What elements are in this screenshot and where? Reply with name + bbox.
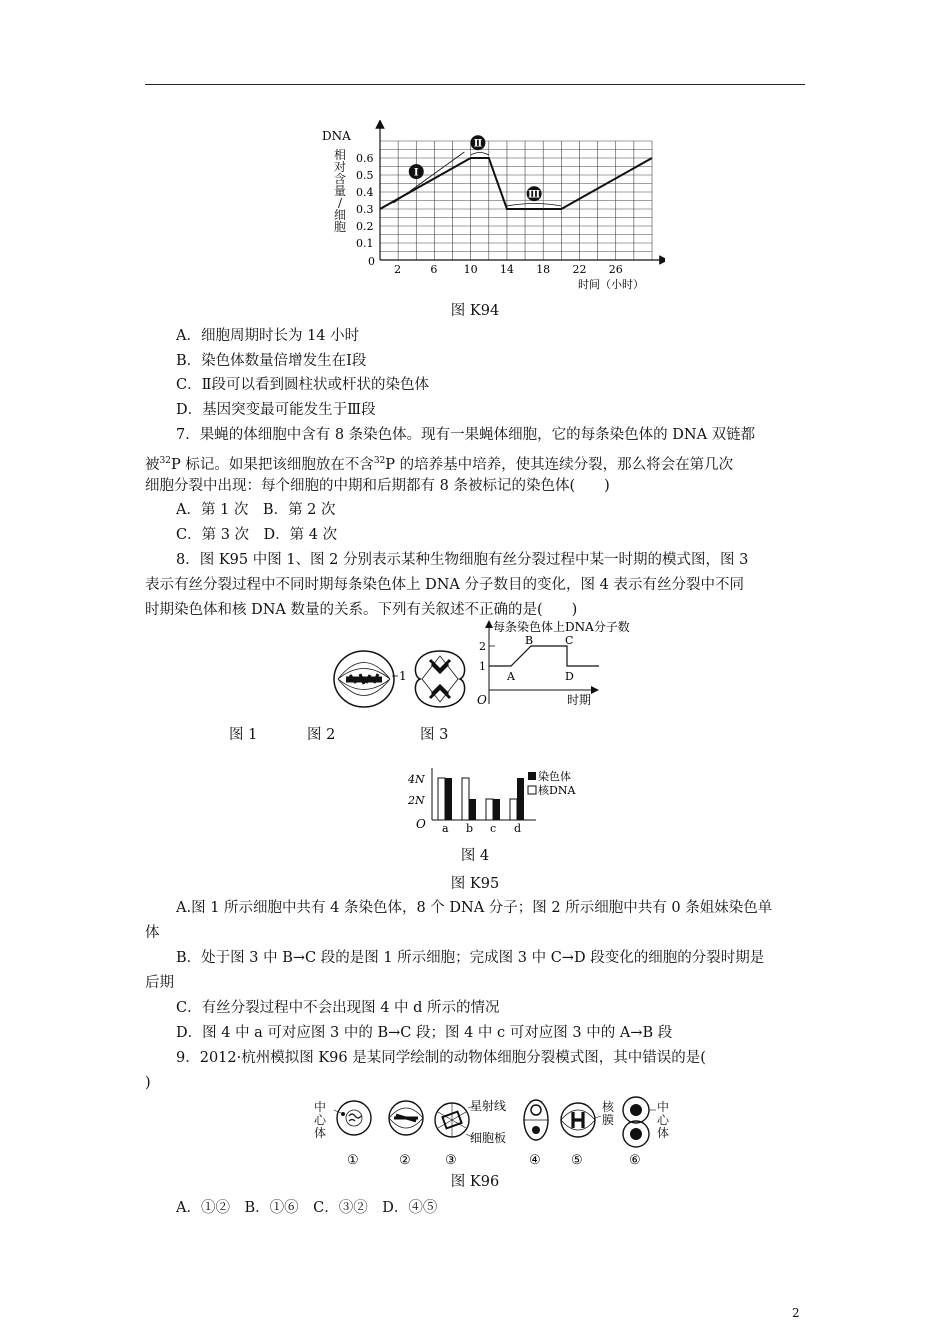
fig3-y-tick-1: 1 bbox=[479, 660, 486, 673]
y-label-char: 对 bbox=[333, 160, 346, 174]
figure-k96-cells bbox=[310, 1094, 670, 1170]
x-axis-label: 时间（小时） bbox=[578, 278, 644, 291]
q6-option-a: A．细胞周期时长为 14 小时 bbox=[176, 328, 360, 344]
bar-chromosome bbox=[445, 778, 452, 820]
fig1-label: 图 1 bbox=[229, 727, 258, 743]
q8-option-a-line1: A.图 1 所示细胞中共有 4 条染色体，8 个 DNA 分子；图 2 所示细胞中共有 0 条姐妹染色单 bbox=[176, 900, 773, 916]
bar-nuclear-dna bbox=[438, 778, 445, 820]
y-tick-label: 0.4 bbox=[356, 186, 374, 199]
fig2-label: 图 2 bbox=[307, 727, 336, 743]
q6-option-c: C．Ⅱ段可以看到圆柱状或杆状的染色体 bbox=[176, 377, 429, 393]
header-rule bbox=[145, 84, 805, 85]
nuclear-membrane-char: 膜 bbox=[601, 1113, 614, 1127]
q8-option-b-line1: B．处于图 3 中 B→C 段的是图 1 所示细胞；完成图 3 中 C→D 段变化的细胞的分裂时期是 bbox=[176, 950, 765, 966]
figure-k94-chart bbox=[320, 120, 665, 295]
y-label-char: / bbox=[337, 196, 343, 210]
segment-label: Ⅱ bbox=[473, 138, 483, 150]
bar-chromosome bbox=[517, 778, 524, 820]
cell-number-3: ③ bbox=[445, 1153, 457, 1168]
q8-stem-line2: 表示有丝分裂过程中不同时期每条染色体上 DNA 分子数目的变化，图 4 表示有丝分裂中不同 bbox=[145, 577, 744, 593]
y-label-char: 量 bbox=[333, 184, 346, 198]
figure1-cell-metaphase bbox=[328, 648, 408, 710]
nuclear-membrane-char: 核 bbox=[601, 1100, 614, 1114]
q7-text: 被 bbox=[145, 456, 160, 473]
bar-chromosome bbox=[469, 799, 476, 820]
x-tick-label: 18 bbox=[536, 263, 551, 276]
cell-number-2: ② bbox=[399, 1153, 411, 1168]
q7-stem-line3: 细胞分裂中出现：每个细胞的中期和后期都有 8 条被标记的染色体( ) bbox=[145, 478, 610, 494]
figure-k94-caption: 图 K94 bbox=[450, 303, 500, 319]
centriole-right-char: 体 bbox=[656, 1126, 669, 1140]
centriole-right-char: 心 bbox=[656, 1113, 669, 1127]
q7-text: P 的培养基中培养，使其连续分裂，那么将会在第几次 bbox=[385, 456, 734, 473]
figure4-bar-chart bbox=[406, 764, 616, 834]
fig3-point-b: B bbox=[525, 634, 534, 647]
y-label-char: 细 bbox=[333, 208, 346, 222]
segment-label: Ⅰ bbox=[413, 167, 419, 179]
q8-option-a-line2: 体 bbox=[145, 925, 160, 941]
fig3-title: 每条染色体上DNA分子数 bbox=[493, 620, 630, 634]
q7-stem-line2 bbox=[145, 451, 733, 475]
chart-grid bbox=[380, 138, 652, 260]
isotope-superscript: 32 bbox=[373, 456, 386, 466]
fig3-series-line bbox=[489, 646, 599, 666]
centriole-left-char: 中 bbox=[313, 1100, 326, 1114]
bar-chromosome bbox=[493, 799, 500, 820]
q6-option-b: B．染色体数量倍增发生在Ⅰ段 bbox=[176, 353, 367, 369]
x-tick-label: 22 bbox=[572, 263, 587, 276]
y-axis-zero: 0 bbox=[368, 255, 375, 268]
x-tick-label: 26 bbox=[608, 263, 623, 276]
q6-option-d: D．基因突变最可能发生于Ⅲ段 bbox=[176, 402, 376, 418]
y-tick-label: 0.6 bbox=[356, 152, 374, 165]
y-axis-vertical-label bbox=[333, 149, 347, 233]
figure-k96-caption: 图 K96 bbox=[450, 1174, 500, 1190]
centriole-left-vertical-label bbox=[313, 1101, 327, 1140]
segment-label: Ⅲ bbox=[528, 189, 541, 201]
y-axis-top-label: DNA bbox=[322, 129, 351, 143]
figure2-cell-anaphase bbox=[410, 648, 470, 710]
q8-option-c: C．有丝分裂过程中不会出现图 4 中 d 所示的情况 bbox=[176, 1000, 500, 1016]
q9-stem-line2: ) bbox=[145, 1075, 151, 1091]
cell-number-4: ④ bbox=[529, 1153, 541, 1168]
centriole-right-vertical-label bbox=[656, 1101, 670, 1140]
y-tick-label: 0.1 bbox=[356, 237, 374, 250]
y-tick-label: 0.2 bbox=[356, 220, 374, 233]
legend-dna-swatch bbox=[528, 786, 536, 794]
cell-number-1: ① bbox=[347, 1153, 359, 1168]
q8-stem-line1: 8．图 K95 中图 1、图 2 分别表示某种生物细胞有丝分裂过程中某一时期的模式图，图 3 bbox=[176, 552, 749, 568]
q7-options-ab: A．第 1 次 B．第 2 次 bbox=[176, 502, 336, 518]
fig3-origin: O bbox=[477, 693, 487, 707]
q9-stem-line1: 9．2012·杭州模拟图 K96 是某同学绘制的动物体细胞分裂模式图，其中错误的是( bbox=[176, 1050, 706, 1066]
x-tick-label: 10 bbox=[463, 263, 478, 276]
fig3-point-c: C bbox=[565, 634, 574, 647]
fig4-caption: 图 4 bbox=[460, 848, 490, 864]
centriole-left-char: 体 bbox=[313, 1126, 326, 1140]
segment-iii-bracket bbox=[507, 204, 561, 207]
cell-number-5: ⑤ bbox=[571, 1153, 583, 1168]
legend-chromosome: 染色体 bbox=[538, 770, 571, 783]
centriole-left-char: 心 bbox=[313, 1113, 326, 1127]
isotope-superscript: 32 bbox=[159, 456, 171, 466]
fig3-x-label: 时期 bbox=[567, 693, 592, 707]
bar-nuclear-dna bbox=[462, 778, 469, 820]
bar-nuclear-dna bbox=[486, 799, 493, 820]
nuclear-membrane-vertical-label bbox=[601, 1101, 615, 1127]
fig3-label: 图 3 bbox=[420, 727, 449, 743]
y-tick-label: 0.5 bbox=[356, 169, 374, 182]
fig4-origin: O bbox=[416, 817, 426, 831]
figure3-dna-per-chromosome bbox=[475, 618, 635, 710]
q7-options-cd: C．第 3 次 D．第 4 次 bbox=[176, 527, 338, 543]
x-tick-label: 6 bbox=[430, 263, 438, 276]
page-number: 2 bbox=[792, 1306, 800, 1320]
fig3-point-d: D bbox=[565, 670, 574, 683]
cell-number-6: ⑥ bbox=[629, 1153, 641, 1168]
legend-chromosome-swatch bbox=[528, 772, 536, 780]
fig4-y-tick-2n: 2N bbox=[408, 794, 425, 807]
fig4-y-tick-4n: 4N bbox=[408, 773, 425, 786]
category-label: b bbox=[466, 822, 474, 834]
centriole-right-char: 中 bbox=[656, 1100, 669, 1114]
y-label-char: 含 bbox=[333, 172, 346, 186]
q8-option-d: D．图 4 中 a 可对应图 3 中的 B→C 段；图 4 中 c 可对应图 3 中的 A→B 段 bbox=[176, 1025, 673, 1041]
bar-nuclear-dna bbox=[510, 799, 517, 820]
segment-ii-bracket bbox=[471, 153, 489, 156]
figure-k95-caption: 图 K95 bbox=[450, 876, 500, 892]
category-label: a bbox=[442, 822, 449, 834]
aster-label: 星射线 bbox=[470, 1099, 507, 1113]
x-tick-label: 2 bbox=[394, 263, 402, 276]
category-label: c bbox=[490, 822, 497, 834]
segment-i-bracket bbox=[394, 152, 465, 203]
q7-text: P 标记。如果把该细胞放在不含 bbox=[170, 456, 374, 473]
legend-dna: 核DNA bbox=[538, 784, 576, 797]
category-label: d bbox=[514, 822, 522, 834]
fig3-y-tick-2: 2 bbox=[479, 640, 486, 653]
fig1-pointer-label: 1 bbox=[399, 669, 407, 683]
y-label-char: 相 bbox=[333, 148, 346, 162]
cell-plate-label: 细胞板 bbox=[470, 1131, 507, 1145]
fig3-point-a: A bbox=[507, 670, 515, 683]
q7-stem-line1: 7．果蝇的体细胞中含有 8 条染色体。现有一果蝇体细胞，它的每条染色体的 DNA 双链都 bbox=[176, 427, 756, 443]
y-tick-label: 0.3 bbox=[356, 203, 374, 216]
x-tick-label: 14 bbox=[499, 263, 514, 276]
y-label-char: 胞 bbox=[333, 220, 346, 234]
q9-options: A．①② B．①⑥ C．③② D．④⑤ bbox=[176, 1200, 438, 1216]
q8-stem-line3: 时期染色体和核 DNA 数量的关系。下列有关叙述不正确的是( ) bbox=[145, 602, 578, 618]
q8-option-b-line2: 后期 bbox=[145, 975, 174, 991]
